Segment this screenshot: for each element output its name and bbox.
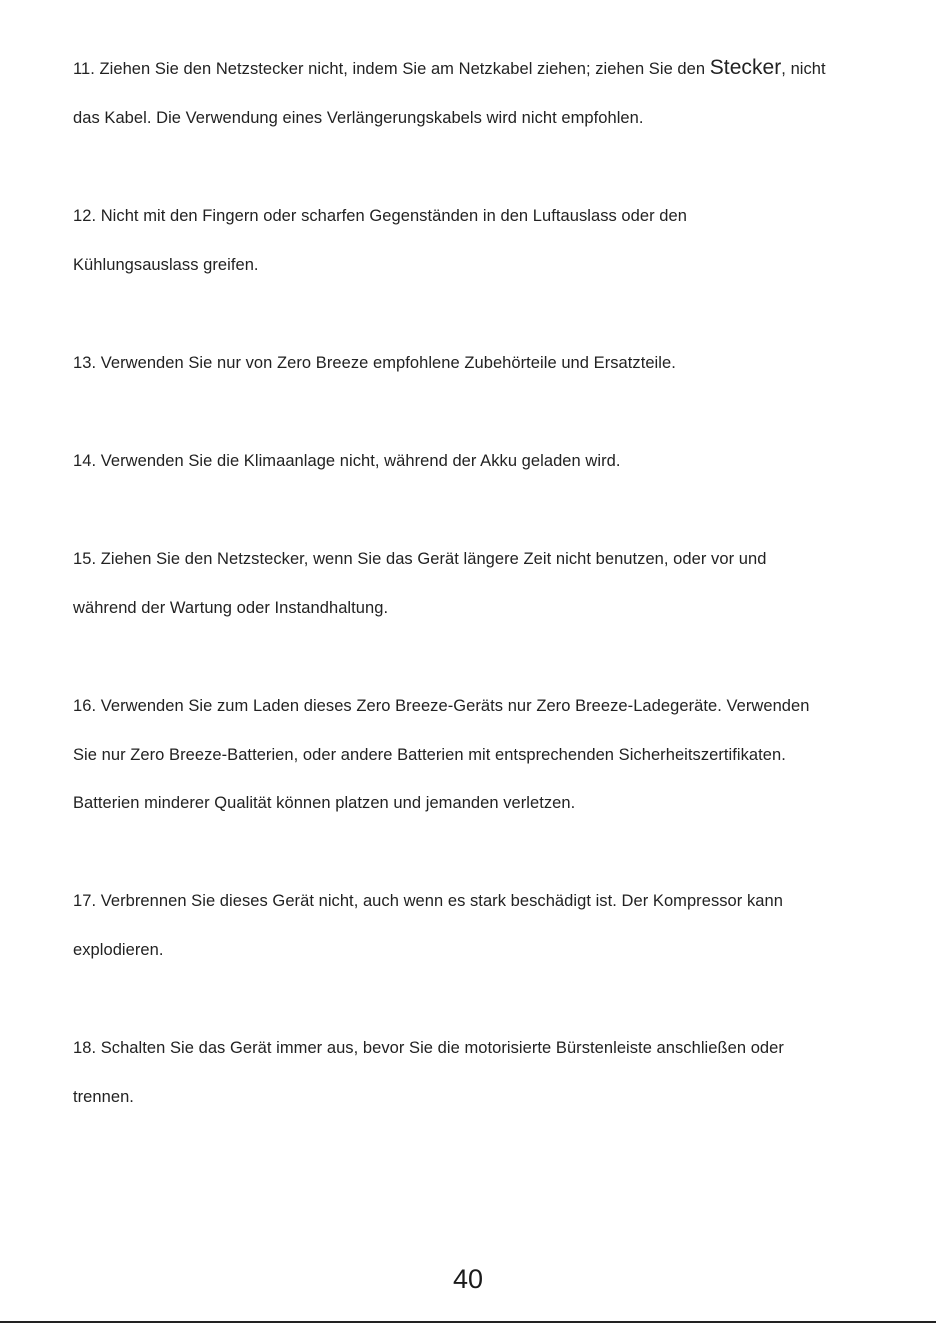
- item-17-line-2: explodieren.: [73, 941, 164, 959]
- bottom-divider: [0, 1321, 936, 1323]
- item-16-line-1: 16. Verwenden Sie zum Laden dieses Zero Breeze-Geräts nur Zero Breeze-Ladegeräte. Verwenden: [73, 697, 810, 715]
- item-14-line-1: 14. Verwenden Sie die Klimaanlage nicht, während der Akku geladen wird.: [73, 452, 621, 470]
- item-13-line-1: 13. Verwenden Sie nur von Zero Breeze empfohlene Zubehörteile und Ersatzteile.: [73, 354, 676, 372]
- item-15-line-1: 15. Ziehen Sie den Netzstecker, wenn Sie das Gerät längere Zeit nicht benutzen, oder vor und: [73, 550, 767, 568]
- item-11-line-2: das Kabel. Die Verwendung eines Verlängerungskabels wird nicht empfohlen.: [73, 109, 644, 127]
- item-11-line-1-end: , nicht: [781, 60, 826, 78]
- item-12-line-2: Kühlungsauslass greifen.: [73, 256, 259, 274]
- item-11-emphasized-word: Stecker: [709, 56, 782, 79]
- item-16-line-3: Batterien minderer Qualität können platzen und jemanden verletzen.: [73, 794, 576, 812]
- item-16-line-2: Sie nur Zero Breeze-Batterien, oder andere Batterien mit entsprechenden Sicherheitszertifikaten.: [73, 746, 786, 764]
- item-12-line-1: 12. Nicht mit den Fingern oder scharfen Gegenständen in den Luftauslass oder den: [73, 207, 687, 225]
- item-17-line-1: 17. Verbrennen Sie dieses Gerät nicht, auch wenn es stark beschädigt ist. Der Kompressor kann: [73, 892, 783, 910]
- item-15-line-2: während der Wartung oder Instandhaltung.: [73, 599, 389, 617]
- item-18-line-2: trennen.: [73, 1088, 134, 1106]
- item-11-line-1: [73, 58, 826, 79]
- item-18-line-1: 18. Schalten Sie das Gerät immer aus, bevor Sie die motorisierte Bürstenleiste anschließen oder: [73, 1039, 784, 1057]
- item-11-line-1-start: 11. Ziehen Sie den Netzstecker nicht, indem Sie am Netzkabel ziehen; ziehen Sie den: [73, 60, 710, 78]
- page-number: 40: [452, 1264, 484, 1294]
